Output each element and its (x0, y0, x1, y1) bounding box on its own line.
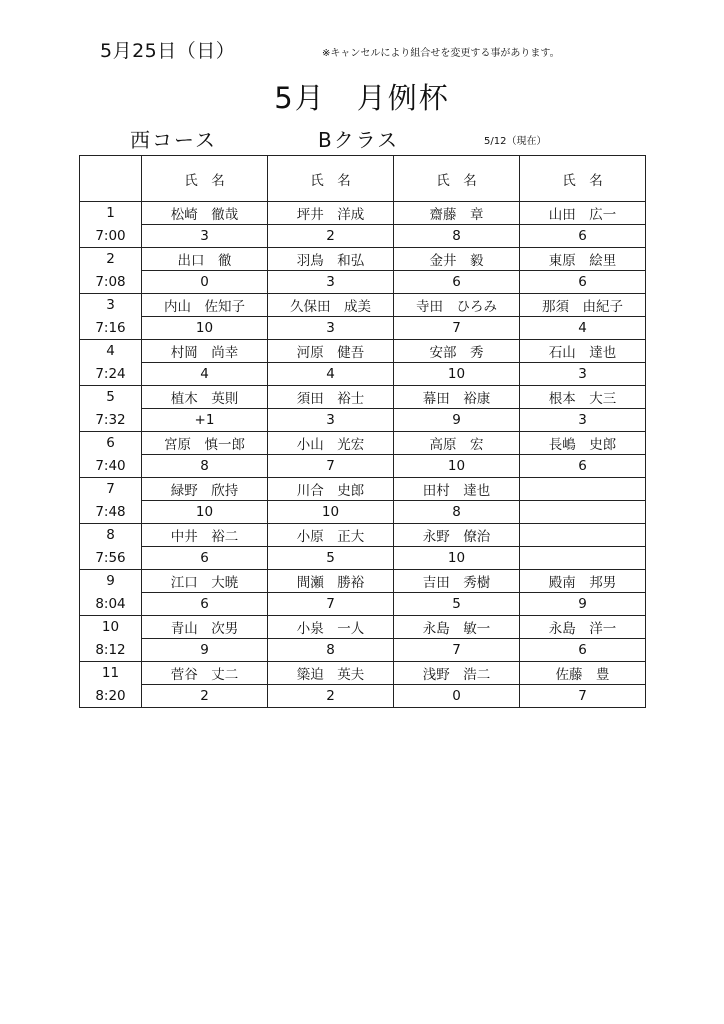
group-score-row (80, 317, 646, 340)
player-name: 幕田 裕康 (394, 386, 520, 409)
group-score-row (80, 547, 646, 570)
player-name: 内山 佐知子 (142, 294, 268, 317)
tee-time: 7:08 (80, 271, 142, 294)
tee-time: 7:48 (80, 501, 142, 524)
tee-time: 7:40 (80, 455, 142, 478)
player-score: 4 (520, 317, 646, 340)
player-score: 9 (520, 593, 646, 616)
group-number: 11 (80, 662, 142, 685)
player-score: 10 (142, 501, 268, 524)
player-name: 山田 広一 (520, 202, 646, 225)
tee-time: 7:24 (80, 363, 142, 386)
tee-time: 8:04 (80, 593, 142, 616)
player-name: 宮原 慎一郎 (142, 432, 268, 455)
group-number: 3 (80, 294, 142, 317)
player-score: 8 (142, 455, 268, 478)
table-body (80, 202, 646, 708)
group-name-row (80, 570, 646, 593)
group-number: 6 (80, 432, 142, 455)
group-name-row (80, 248, 646, 271)
player-name: 青山 次男 (142, 616, 268, 639)
player-score: 3 (520, 409, 646, 432)
player-name: 川合 史郎 (268, 478, 394, 501)
player-score: 8 (268, 639, 394, 662)
player-score: 3 (520, 363, 646, 386)
player-score: 0 (142, 271, 268, 294)
player-name: 須田 裕士 (268, 386, 394, 409)
tee-time: 8:20 (80, 685, 142, 708)
player-name: 殿南 邦男 (520, 570, 646, 593)
player-score: 7 (394, 317, 520, 340)
player-score: 4 (268, 363, 394, 386)
tee-time: 7:16 (80, 317, 142, 340)
group-number: 9 (80, 570, 142, 593)
player-name: 緑野 欣持 (142, 478, 268, 501)
player-name: 永野 僚治 (394, 524, 520, 547)
player-name: 金井 毅 (394, 248, 520, 271)
player-name: 江口 大暁 (142, 570, 268, 593)
player-score: 9 (142, 639, 268, 662)
group-score-row (80, 593, 646, 616)
as-of-date: 5/12（現在） (484, 136, 547, 147)
player-score: 7 (268, 593, 394, 616)
player-name: 久保田 成美 (268, 294, 394, 317)
player-name: 小原 正大 (268, 524, 394, 547)
player-score (520, 501, 646, 524)
player-score: 3 (142, 225, 268, 248)
group-score-row (80, 501, 646, 524)
player-score: 4 (142, 363, 268, 386)
player-score: 6 (142, 593, 268, 616)
player-score: 7 (394, 639, 520, 662)
pairing-table (79, 155, 646, 708)
player-score: 2 (268, 225, 394, 248)
group-number: 10 (80, 616, 142, 639)
player-score: 10 (394, 455, 520, 478)
player-score: 0 (394, 685, 520, 708)
column-header: 氏 名 (520, 156, 646, 202)
player-score (520, 547, 646, 570)
player-name: 河原 健吾 (268, 340, 394, 363)
tee-time: 7:32 (80, 409, 142, 432)
player-score: 10 (394, 363, 520, 386)
player-name: 吉田 秀樹 (394, 570, 520, 593)
player-score: 6 (394, 271, 520, 294)
header-blank (80, 156, 142, 202)
group-number: 8 (80, 524, 142, 547)
player-name: 根本 大三 (520, 386, 646, 409)
group-name-row (80, 202, 646, 225)
group-name-row (80, 432, 646, 455)
group-name-row (80, 294, 646, 317)
player-score: 10 (142, 317, 268, 340)
player-name: 高原 宏 (394, 432, 520, 455)
course-label: 西コース (130, 128, 217, 152)
group-score-row (80, 271, 646, 294)
player-name: 出口 徹 (142, 248, 268, 271)
player-score: +1 (142, 409, 268, 432)
group-score-row (80, 455, 646, 478)
player-score: 6 (520, 225, 646, 248)
column-header: 氏 名 (142, 156, 268, 202)
player-score: 6 (520, 639, 646, 662)
player-name: 村岡 尚幸 (142, 340, 268, 363)
player-name: 浅野 浩二 (394, 662, 520, 685)
group-number: 5 (80, 386, 142, 409)
player-name: 永島 敏一 (394, 616, 520, 639)
player-score: 6 (520, 271, 646, 294)
player-name: 安部 秀 (394, 340, 520, 363)
player-score: 7 (520, 685, 646, 708)
group-name-row (80, 662, 646, 685)
player-name: 菅谷 丈二 (142, 662, 268, 685)
table-header-row (80, 156, 646, 202)
player-name: 永島 洋一 (520, 616, 646, 639)
player-score: 2 (142, 685, 268, 708)
player-name: 中井 裕二 (142, 524, 268, 547)
player-name: 長嶋 史郎 (520, 432, 646, 455)
group-name-row (80, 616, 646, 639)
group-score-row (80, 685, 646, 708)
player-score: 6 (520, 455, 646, 478)
player-score: 2 (268, 685, 394, 708)
player-score: 10 (394, 547, 520, 570)
player-score: 3 (268, 271, 394, 294)
group-score-row (80, 225, 646, 248)
class-label: Bクラス (318, 128, 400, 152)
player-score: 7 (268, 455, 394, 478)
group-score-row (80, 639, 646, 662)
player-name (520, 478, 646, 501)
player-score: 10 (268, 501, 394, 524)
player-name: 植木 英則 (142, 386, 268, 409)
player-name: 齋藤 章 (394, 202, 520, 225)
tee-time: 7:56 (80, 547, 142, 570)
player-name: 簗迫 英夫 (268, 662, 394, 685)
player-name: 間瀬 勝裕 (268, 570, 394, 593)
player-name: 寺田 ひろみ (394, 294, 520, 317)
player-name: 田村 達也 (394, 478, 520, 501)
group-name-row (80, 524, 646, 547)
group-name-row (80, 478, 646, 501)
player-name: 小山 光宏 (268, 432, 394, 455)
player-score: 6 (142, 547, 268, 570)
event-date: 5月25日（日） (100, 40, 236, 62)
player-score: 8 (394, 501, 520, 524)
tee-time: 8:12 (80, 639, 142, 662)
player-name: 松崎 徹哉 (142, 202, 268, 225)
group-number: 2 (80, 248, 142, 271)
player-name: 小泉 一人 (268, 616, 394, 639)
tee-time: 7:00 (80, 225, 142, 248)
player-name: 佐藤 豊 (520, 662, 646, 685)
player-score: 9 (394, 409, 520, 432)
player-name: 石山 達也 (520, 340, 646, 363)
column-header: 氏 名 (268, 156, 394, 202)
player-name: 羽鳥 和弘 (268, 248, 394, 271)
player-score: 3 (268, 409, 394, 432)
group-number: 1 (80, 202, 142, 225)
group-number: 4 (80, 340, 142, 363)
group-name-row (80, 340, 646, 363)
group-name-row (80, 386, 646, 409)
player-name (520, 524, 646, 547)
player-score: 5 (268, 547, 394, 570)
player-name: 坪井 洋成 (268, 202, 394, 225)
page-title: 5月 月例杯 (274, 81, 450, 115)
player-score: 8 (394, 225, 520, 248)
column-header: 氏 名 (394, 156, 520, 202)
player-name: 那須 由紀子 (520, 294, 646, 317)
group-number: 7 (80, 478, 142, 501)
group-score-row (80, 363, 646, 386)
group-score-row (80, 409, 646, 432)
player-name: 東原 絵里 (520, 248, 646, 271)
player-score: 3 (268, 317, 394, 340)
cancellation-note: ※キャンセルにより組合せを変更する事があります。 (322, 48, 560, 59)
player-score: 5 (394, 593, 520, 616)
